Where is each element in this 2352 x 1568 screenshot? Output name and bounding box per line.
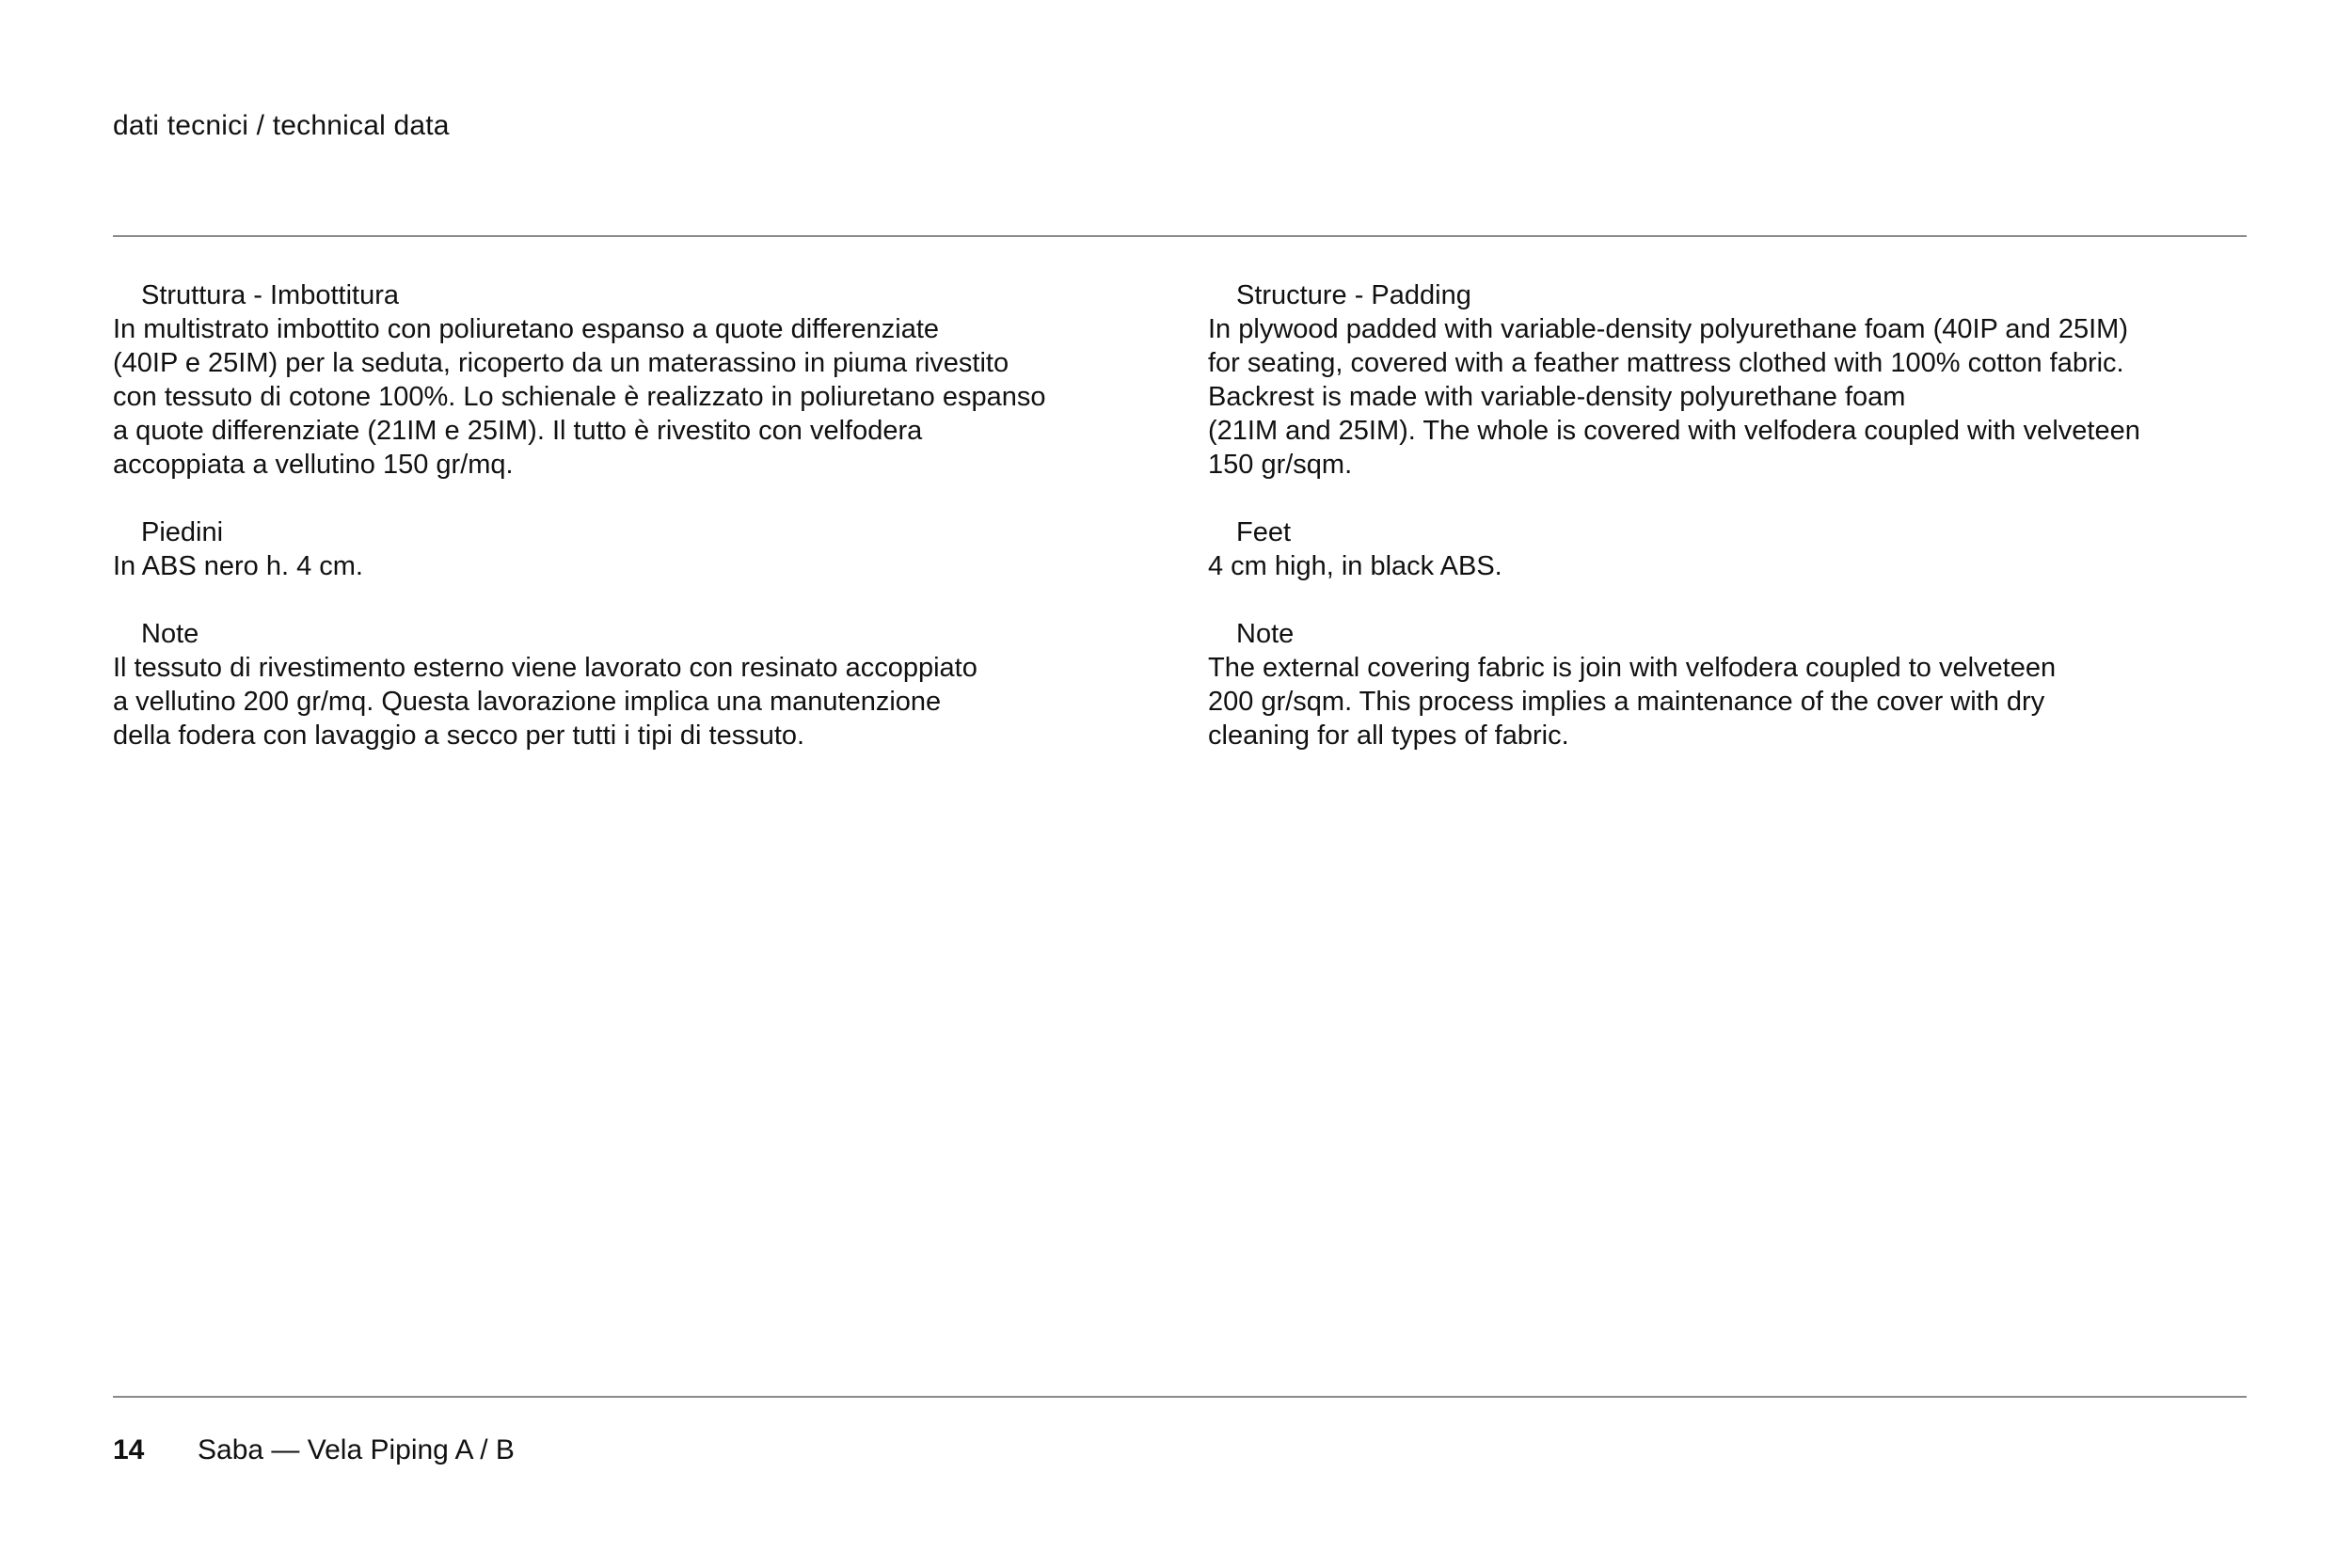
section-body: In plywood padded with variable-density polyurethane foam (40IP and 25IM) for seating, covered with a feather mattress clothed with 100% cotton fabric. Backrest is made with variable-density polyurethane foam (21IM and 25IM). The whole is covered with velfodera coupled with velveteen 150 gr/sqm.	[1208, 314, 2140, 480]
page-number: 14	[113, 1434, 145, 1465]
bottom-divider	[113, 1396, 2247, 1398]
italian-column	[113, 278, 1167, 786]
section-body: In ABS nero h. 4 cm.	[113, 551, 363, 581]
section-feet-it	[113, 515, 1167, 583]
section-heading: Feet	[1236, 517, 1292, 547]
section-note-it	[113, 617, 1167, 752]
product-name: Saba — Vela Piping A / B	[198, 1434, 515, 1465]
section-body: In multistrato imbottito con poliuretano espanso a quote differenziate (40IP e 25IM) per la seduta, ricoperto da un materassino in piuma rivestito con tessuto di cotone 100%. Lo schienale è realizzato in poliuretano espanso a quote differenziate (21IM e 25IM). Il tutto è rivestito con velfodera accoppiata a vellutino 150 gr/mq.	[113, 314, 1046, 480]
section-structure-en	[1208, 278, 2262, 482]
english-column	[1208, 278, 2262, 786]
section-body: Il tessuto di rivestimento esterno viene lavorato con resinato accoppiato a vellutino 200 gr/mq. Questa lavorazione implica una manutenzione della fodera con lavaggio a secco per tutti i tipi di tessuto.	[113, 653, 977, 751]
section-heading: Note	[1236, 619, 1295, 649]
top-divider	[113, 235, 2247, 237]
page-title: dati tecnici / technical data	[113, 110, 450, 141]
section-heading: Struttura - Imbottitura	[141, 280, 399, 310]
section-feet-en	[1208, 515, 2262, 583]
page-footer	[113, 1433, 515, 1467]
section-body: 4 cm high, in black ABS.	[1208, 551, 1502, 581]
section-body: The external covering fabric is join with velfodera coupled to velveteen 200 gr/sqm. This process implies a maintenance of the cover with dry cleaning for all types of fabric.	[1208, 653, 2057, 751]
section-heading: Note	[141, 619, 199, 649]
section-note-en	[1208, 617, 2262, 752]
section-heading: Structure - Padding	[1236, 280, 1471, 310]
section-heading: Piedini	[141, 517, 224, 547]
section-structure-it	[113, 278, 1167, 482]
